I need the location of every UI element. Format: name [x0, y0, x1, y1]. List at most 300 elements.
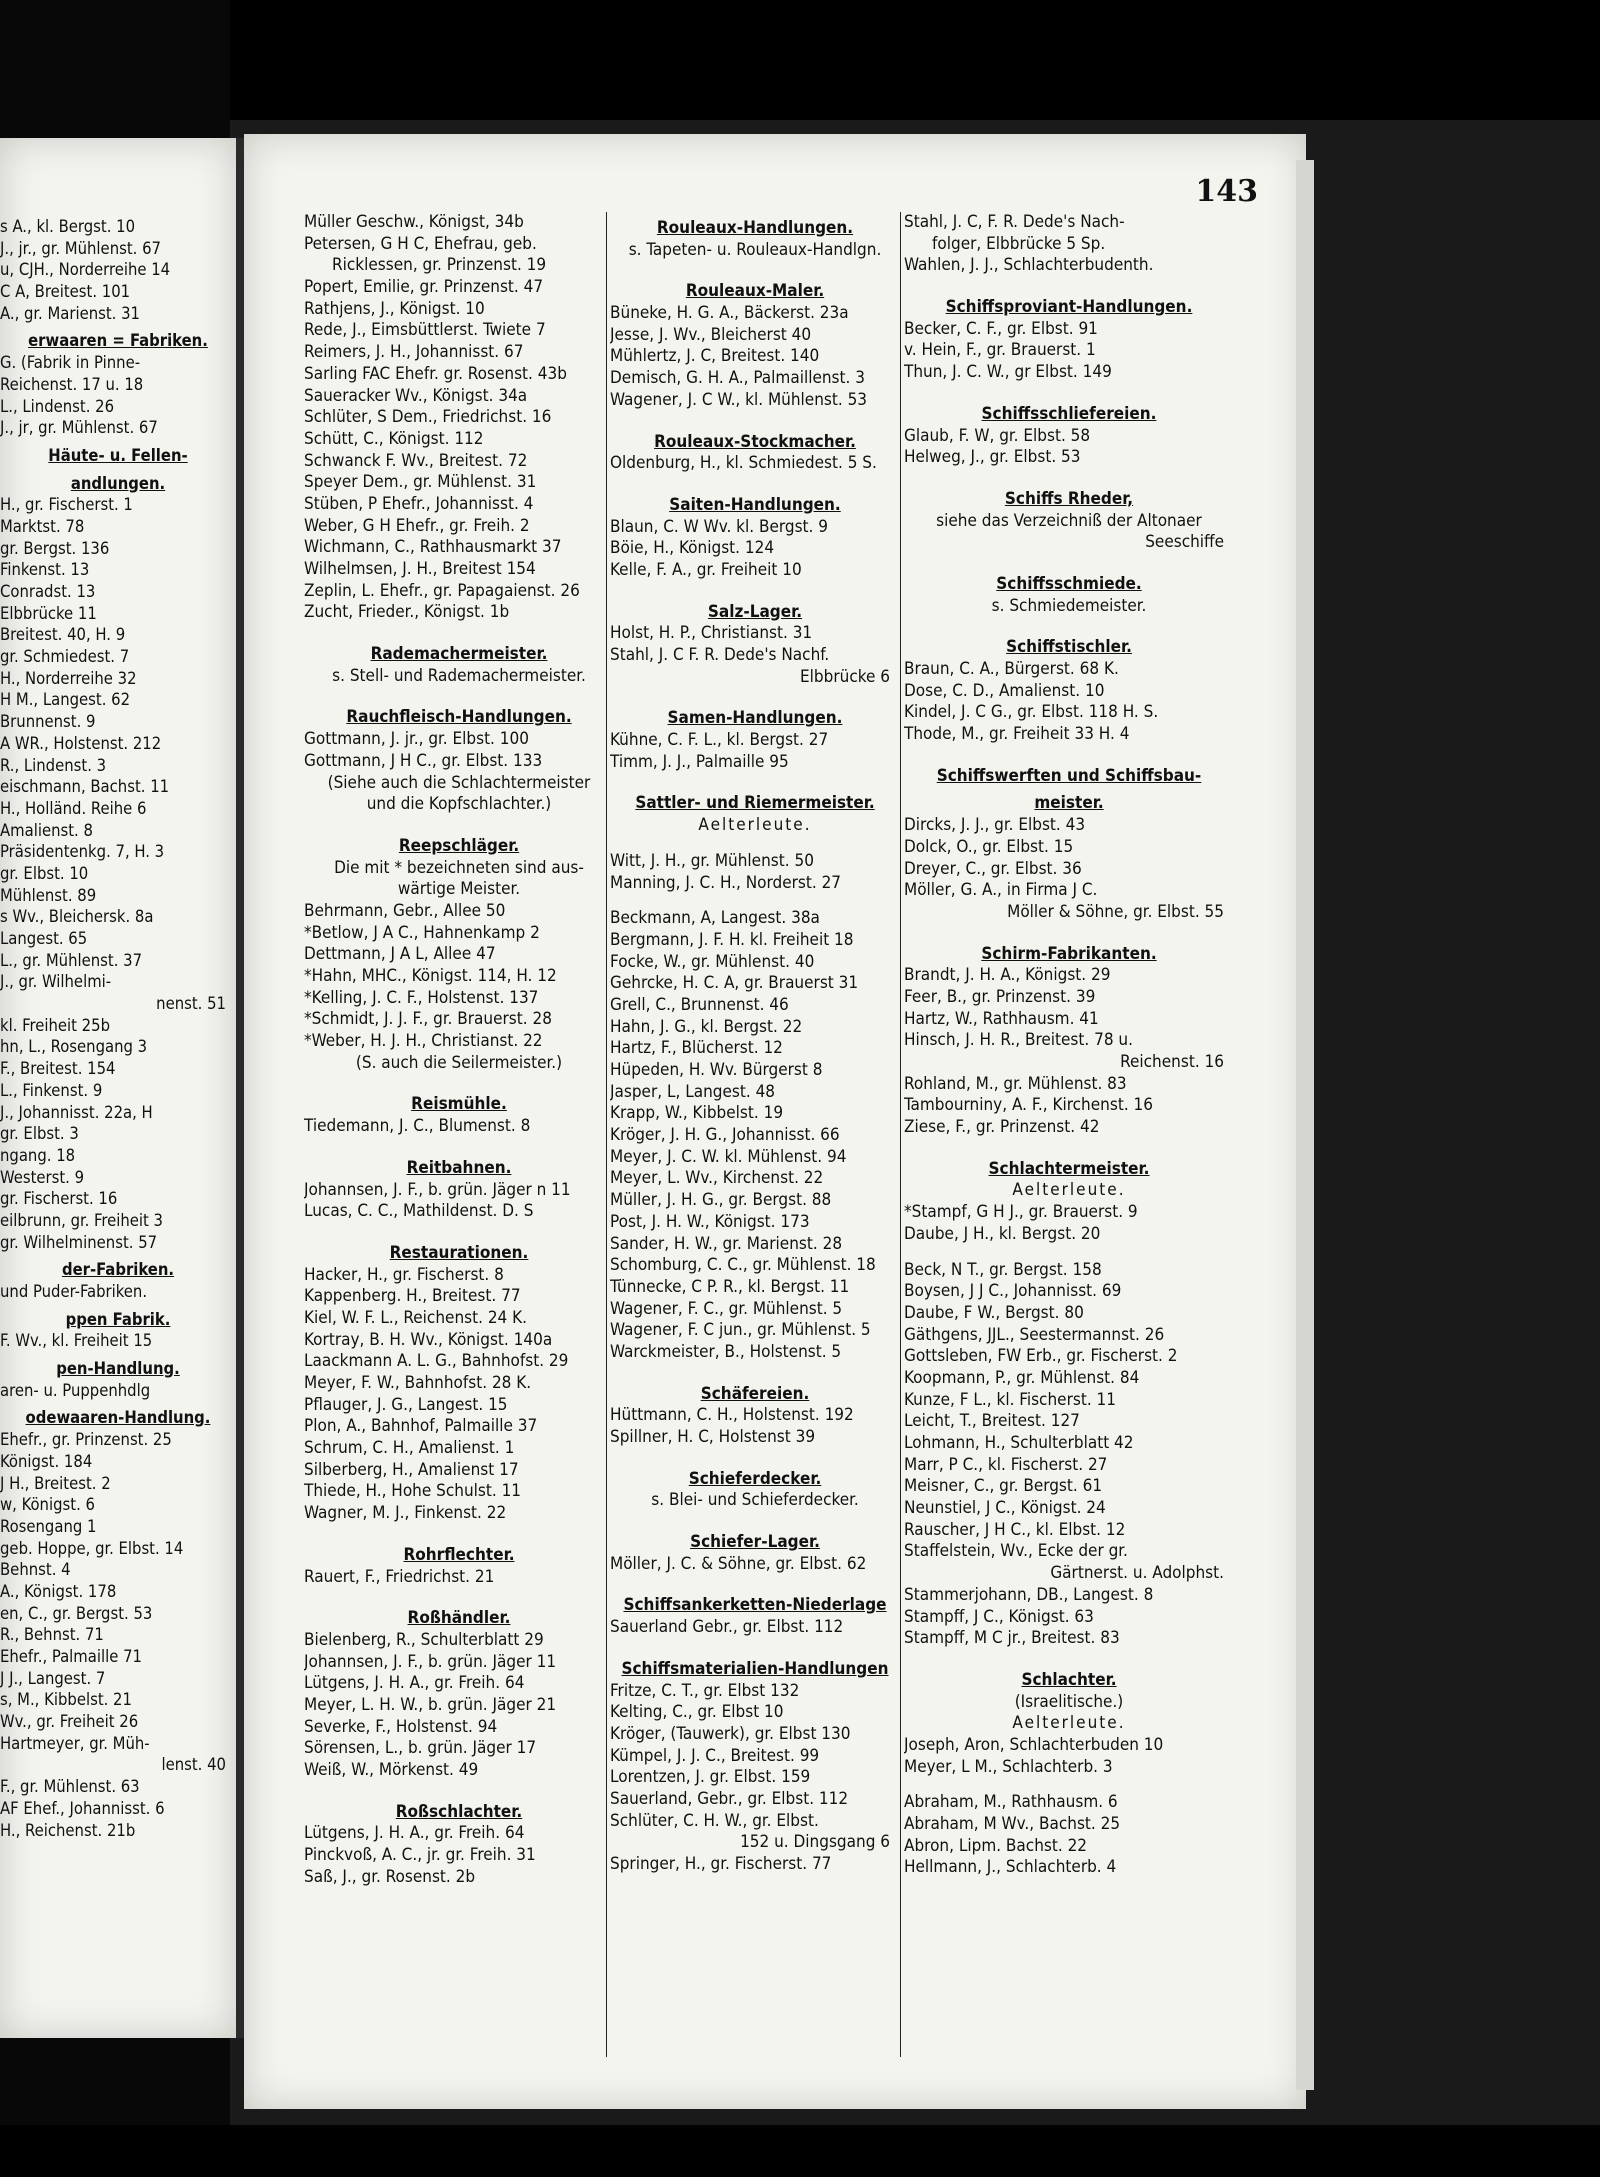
directory-entry: Behnst. 4 — [0, 1560, 71, 1580]
spacer — [610, 582, 900, 596]
section-heading: pen-Handlung. — [56, 1359, 180, 1379]
directory-entry: Möller, J. C. & Söhne, gr. Elbst. 62 — [610, 1553, 867, 1574]
directory-entry: Schütt, C., Königst. 112 — [304, 428, 484, 449]
column-divider — [606, 212, 607, 2057]
directory-entry: gr. Bergst. 136 — [0, 538, 110, 558]
entry-continuation: nenst. 51 — [156, 994, 226, 1014]
directory-entry: s, M., Kibbelst. 21 — [0, 1690, 132, 1710]
spacer — [304, 687, 614, 701]
directory-entry: Petersen, G H C, Ehefrau, geb. — [304, 233, 537, 254]
directory-entry: J., jr., gr. Mühlenst. 67 — [0, 238, 161, 258]
directory-entry: Rosengang 1 — [0, 1516, 97, 1536]
directory-entry: Abraham, M Wv., Bachst. 25 — [904, 1814, 1121, 1834]
directory-entry: Weber, G H Ehefr., gr. Freih. 2 — [304, 515, 530, 536]
scan-bottom-border — [0, 2125, 1600, 2177]
section-note: Die mit * bezeichneten sind aus- — [334, 857, 584, 878]
directory-entry: ngang. 18 — [0, 1145, 76, 1165]
directory-entry: H., gr. Fischerst. 1 — [0, 495, 133, 515]
directory-entry: Wagener, F. C jun., gr. Mühlenst. 5 — [610, 1320, 871, 1341]
directory-entry: Popert, Emilie, gr. Prinzenst. 47 — [304, 277, 544, 298]
spacer — [610, 1364, 900, 1378]
spacer — [304, 1525, 614, 1539]
directory-entry: F., gr. Mühlenst. 63 — [0, 1777, 140, 1797]
entry-continuation: Ricklessen, gr. Prinzenst. 19 — [332, 255, 547, 276]
directory-entry: Stampff, J C., Königst. 63 — [904, 1606, 1094, 1627]
section-heading: Schiffsschliefereien. — [981, 403, 1157, 424]
directory-entry: Dettmann, J A L, Allee 47 — [304, 944, 496, 965]
directory-entry: Hinsch, J. H. R., Breitest. 78 u. — [904, 1030, 1133, 1051]
spacer — [904, 384, 1234, 398]
directory-entry: Reichenst. 17 u. 18 — [0, 374, 144, 394]
directory-entry: Pflauger, J. G., Langest. 15 — [304, 1394, 508, 1415]
directory-entry: F. Wv., kl. Freiheit 15 — [0, 1331, 153, 1351]
directory-entry: Bergmann, J. F. H. kl. Freiheit 18 — [610, 929, 854, 950]
directory-entry: AF Ehef., Johannisst. 6 — [0, 1798, 165, 1818]
spacer — [610, 773, 900, 787]
section-heading: Schiffsankerketten-Niederlage — [623, 1595, 887, 1616]
directory-column-2 — [610, 212, 900, 1876]
directory-entry: Gottmann, J H C., gr. Elbst. 133 — [304, 750, 543, 771]
directory-entry: Leicht, T., Breitest. 127 — [904, 1411, 1080, 1432]
directory-entry: H M., Langest. 62 — [0, 690, 131, 710]
directory-entry: Saß, J., gr. Rosenst. 2b — [304, 1866, 476, 1887]
directory-entry: Rede, J., Eimsbüttlerst. Twiete 7 — [304, 320, 546, 341]
directory-entry: Hüpeden, H. Wv. Bürgerst 8 — [610, 1060, 823, 1080]
directory-entry: J., Johannisst. 22a, H — [0, 1102, 153, 1122]
directory-entry: Kümpel, J. J. C., Breitest. 99 — [610, 1745, 820, 1766]
spacer — [304, 1588, 614, 1602]
directory-entry: Müller Geschw., Königst, 34b — [304, 212, 524, 232]
directory-entry: Feer, B., gr. Prinzenst. 39 — [904, 986, 1096, 1007]
directory-entry: Pinckvoß, A. C., jr. gr. Freih. 31 — [304, 1845, 536, 1866]
section-heading: Sattler- und Riemermeister. — [635, 793, 875, 814]
directory-entry: eilbrunn, gr. Freiheit 3 — [0, 1210, 163, 1230]
directory-entry: Rohland, M., gr. Mühlenst. 83 — [904, 1073, 1127, 1094]
section-heading: Schiffsschmiede. — [996, 573, 1142, 594]
directory-entry: Becker, C. F., gr. Elbst. 91 — [904, 318, 1098, 339]
spacer — [904, 1650, 1234, 1664]
directory-entry: w, Königst. 6 — [0, 1495, 95, 1515]
directory-entry: Schlüter, C. H. W., gr. Elbst. — [610, 1810, 819, 1831]
directory-entry: Lorentzen, J. gr. Elbst. 159 — [610, 1767, 811, 1788]
directory-entry: Gottsleben, FW Erb., gr. Fischerst. 2 — [904, 1346, 1178, 1367]
directory-entry: A WR., Holstenst. 212 — [0, 733, 162, 753]
directory-entry: H., Holländ. Reihe 6 — [0, 798, 147, 818]
directory-entry: Meyer, L M., Schlachterb. 3 — [904, 1756, 1113, 1777]
directory-entry: Sauerland, Gebr., gr. Elbst. 112 — [610, 1788, 849, 1809]
directory-entry: s A., kl. Bergst. 10 — [0, 217, 136, 236]
section-heading: Roßschlachter. — [395, 1801, 523, 1822]
directory-entry: Tambourniny, A. F., Kirchenst. 16 — [904, 1095, 1153, 1116]
directory-entry: *Kelling, J. C. F., Holstenst. 137 — [304, 987, 539, 1008]
directory-entry: Silberberg, H., Amalienst 17 — [304, 1459, 519, 1480]
left-page-column — [0, 216, 236, 1841]
directory-entry: G. (Fabrik in Pinne- — [0, 353, 141, 373]
directory-entry: Gottmann, J. jr., gr. Elbst. 100 — [304, 729, 529, 750]
directory-entry: Grell, C., Brunnenst. 46 — [610, 994, 789, 1015]
directory-entry: Daube, J H., kl. Bergst. 20 — [904, 1223, 1101, 1244]
directory-entry: Laackmann A. L. G., Bahnhofst. 29 — [304, 1351, 569, 1372]
directory-entry: und Puder-Fabriken. — [0, 1282, 148, 1301]
directory-entry: gr. Elbst. 10 — [0, 863, 89, 883]
directory-entry: Bielenberg, R., Schulterblatt 29 — [304, 1629, 544, 1650]
directory-entry: Abraham, M., Rathhausm. 6 — [904, 1792, 1118, 1813]
directory-entry: Kappenberg. H., Breitest. 77 — [304, 1286, 521, 1307]
directory-entry: Wagener, J. C W., kl. Mühlenst. 53 — [610, 389, 868, 410]
directory-entry: Spillner, H. C, Holstenst 39 — [610, 1427, 816, 1447]
directory-entry: Hartz, F., Blücherst. 12 — [610, 1038, 783, 1059]
directory-entry: Ehefr., gr. Prinzenst. 25 — [0, 1430, 172, 1450]
directory-entry: L., Finkenst. 9 — [0, 1080, 103, 1100]
directory-entry: Breitest. 40, H. 9 — [0, 625, 126, 645]
section-note: und die Kopfschlachter.) — [366, 794, 552, 815]
directory-entry: Kühne, C. F. L., kl. Bergst. 27 — [610, 730, 829, 751]
directory-entry: Warckmeister, B., Holstenst. 5 — [610, 1341, 842, 1362]
directory-entry: Schrum, C. H., Amalienst. 1 — [304, 1438, 515, 1459]
page-number: 143 — [1195, 174, 1258, 209]
directory-entry: R., Lindenst. 3 — [0, 755, 107, 775]
section-heading: Schiffsproviant-Handlungen. — [945, 297, 1193, 318]
directory-entry: u, CJH., Norderreihe 14 — [0, 260, 171, 280]
section-heading: erwaaren = Fabriken. — [28, 331, 208, 351]
directory-column-1 — [304, 212, 614, 1888]
directory-entry: Demisch, G. H. A., Palmaillenst. 3 — [610, 368, 865, 389]
directory-entry: gr. Elbst. 3 — [0, 1124, 79, 1144]
spacer — [610, 1639, 900, 1653]
directory-entry: Dreyer, C., gr. Elbst. 36 — [904, 858, 1082, 879]
directory-entry: Lütgens, J. H. A., gr. Freih. 64 — [304, 1673, 525, 1694]
section-note: s. Schmiedemeister. — [991, 595, 1147, 616]
directory-entry: Weiß, W., Mörkenst. 49 — [304, 1760, 479, 1780]
directory-entry: Büneke, H. G. A., Bäckerst. 23a — [610, 303, 849, 324]
section-heading: Rauchfleisch-Handlungen. — [346, 707, 572, 728]
directory-entry: Oldenburg, H., kl. Schmiedest. 5 S. — [610, 453, 877, 474]
section-heading: Roßhändler. — [407, 1608, 511, 1629]
spacer — [304, 1074, 614, 1088]
spacer — [304, 1782, 614, 1796]
directory-entry: Rauert, F., Friedrichst. 21 — [304, 1566, 495, 1587]
directory-entry: Post, J. H. W., Königst. 173 — [610, 1211, 810, 1232]
directory-entry: Beckmann, A, Langest. 38a — [610, 908, 820, 929]
spacer — [610, 688, 900, 702]
section-heading: Reepschläger. — [398, 835, 520, 856]
section-heading: Rouleaux-Stockmacher. — [654, 431, 856, 452]
directory-entry: Helweg, J., gr. Elbst. 53 — [904, 447, 1081, 468]
section-heading: der-Fabriken. — [61, 1260, 175, 1280]
spacer — [610, 837, 900, 851]
directory-entry: Möller, G. A., in Firma J C. — [904, 880, 1098, 901]
directory-entry: Brunnenst. 9 — [0, 712, 96, 732]
directory-entry: Beck, N T., gr. Bergst. 158 — [904, 1259, 1102, 1280]
directory-entry: Meyer, L. Wv., Kirchenst. 22 — [610, 1168, 824, 1189]
directory-entry: Lütgens, J. H. A., gr. Freih. 64 — [304, 1823, 525, 1844]
directory-entry: Hartmeyer, gr. Müh- — [0, 1733, 150, 1753]
directory-entry: Zucht, Frieder., Königst. 1b — [304, 602, 510, 623]
spacer — [904, 1139, 1234, 1153]
section-heading: Reitbahnen. — [406, 1157, 512, 1178]
spacer — [610, 261, 900, 275]
directory-entry: Braun, C. A., Bürgerst. 68 K. — [904, 659, 1119, 679]
section-heading: Schiffswerften und Schiffsbau- — [936, 765, 1202, 786]
section-note: siehe das Verzeichniß der Altonaer — [936, 510, 1202, 531]
directory-entry: Wahlen, J. J., Schlachterbudenth. — [904, 255, 1154, 276]
directory-entry: Sörensen, L., b. grün. Jäger 17 — [304, 1738, 537, 1759]
directory-entry: Ziese, F., gr. Prinzenst. 42 — [904, 1117, 1100, 1138]
spacer — [904, 469, 1234, 483]
directory-entry: Plon, A., Bahnhof, Palmaille 37 — [304, 1416, 538, 1437]
section-heading: Rouleaux-Maler. — [685, 281, 825, 302]
directory-entry: Behrmann, Gebr., Allee 50 — [304, 900, 506, 921]
directory-entry: Dircks, J. J., gr. Elbst. 43 — [904, 815, 1086, 836]
entry-continuation: 152 u. Dingsgang 6 — [740, 1832, 890, 1853]
directory-entry: Jasper, L, Langest. 48 — [610, 1081, 776, 1102]
directory-entry: Rathjens, J., Königst. 10 — [304, 298, 485, 319]
section-heading: Saiten-Handlungen. — [669, 494, 841, 515]
directory-entry: Conradst. 13 — [0, 582, 96, 601]
section-note: (Israelitische.) — [1014, 1691, 1124, 1712]
section-note: (S. auch die Seilermeister.) — [355, 1052, 563, 1073]
section-heading: Schiffstischler. — [1006, 637, 1132, 658]
directory-entry: Marr, P C., kl. Fischerst. 27 — [904, 1454, 1108, 1475]
directory-entry: Kelle, F. A., gr. Freiheit 10 — [610, 559, 802, 580]
directory-entry: Dose, C. D., Amalienst. 10 — [904, 680, 1105, 701]
directory-entry: Rauscher, J H C., kl. Elbst. 12 — [904, 1519, 1126, 1540]
directory-entry: Marktst. 78 — [0, 516, 85, 536]
section-heading: Schieferdecker. — [688, 1468, 822, 1489]
directory-entry: J H., Breitest. 2 — [0, 1473, 111, 1493]
directory-entry: Meyer, F. W., Bahnhofst. 28 K. — [304, 1373, 532, 1393]
directory-entry: Gäthgens, JJL., Seestermannst. 26 — [904, 1324, 1165, 1345]
section-heading: Rademachermeister. — [370, 644, 548, 665]
spacer — [904, 617, 1234, 631]
entry-continuation: Möller & Söhne, gr. Elbst. 55 — [1007, 901, 1224, 922]
directory-entry: L., gr. Mühlenst. 37 — [0, 950, 143, 970]
spacer — [304, 1138, 614, 1152]
entry-continuation: lenst. 40 — [161, 1755, 226, 1775]
directory-entry: gr. Wilhelminenst. 57 — [0, 1232, 158, 1252]
directory-entry: R., Behnst. 71 — [0, 1625, 104, 1645]
directory-entry: Glaub, F. W, gr. Elbst. 58 — [904, 425, 1091, 446]
directory-entry: L., Lindenst. 26 — [0, 396, 115, 416]
directory-entry: aren- u. Puppenhdlg — [0, 1380, 151, 1400]
directory-entry: Kröger, J. H. G., Johannisst. 66 — [610, 1125, 840, 1146]
directory-entry: Tiedemann, J. C., Blumenst. 8 — [304, 1116, 531, 1137]
directory-entry: Wichmann, C., Rathhausmarkt 37 — [304, 537, 562, 558]
section-heading: Schiffs Rheder, — [1004, 488, 1134, 509]
subheading: Aelterleute. — [1012, 1180, 1126, 1201]
spacer — [904, 924, 1234, 938]
section-heading: Schlachter. — [1021, 1669, 1117, 1690]
column-divider — [900, 212, 901, 2057]
directory-entry: Finkenst. 13 — [0, 560, 90, 580]
right-page — [244, 134, 1306, 2109]
spacer — [610, 894, 900, 908]
directory-entry: Lucas, C. C., Mathildenst. D. S — [304, 1201, 534, 1222]
spacer — [904, 1778, 1234, 1792]
directory-entry: Langest. 65 — [0, 929, 88, 948]
directory-entry: Westerst. 9 — [0, 1167, 85, 1187]
directory-entry: Böie, H., Königst. 124 — [610, 538, 775, 559]
subheading: Aelterleute. — [698, 815, 812, 836]
directory-entry: Joseph, Aron, Schlachterbuden 10 — [904, 1734, 1164, 1755]
directory-entry: Hacker, H., gr. Fischerst. 8 — [304, 1264, 504, 1285]
section-heading: Schirm-Fabrikanten. — [981, 943, 1157, 964]
section-heading: Salz-Lager. — [707, 601, 803, 622]
left-page — [0, 138, 236, 2038]
directory-entry: Thun, J. C. W., gr Elbst. 149 — [904, 362, 1112, 383]
directory-entry: Meyer, L. H. W., b. grün. Jäger 21 — [304, 1694, 557, 1715]
directory-entry: *Betlow, J A C., Hahnenkamp 2 — [304, 922, 540, 943]
directory-entry: Kindel, J. C G., gr. Elbst. 118 H. S. — [904, 702, 1159, 723]
directory-entry: Kiel, W. F. L., Reichenst. 24 K. — [304, 1307, 528, 1328]
directory-entry: kl. Freiheit 25b — [0, 1015, 110, 1035]
section-heading: Samen-Handlungen. — [667, 708, 843, 729]
section-heading: Schiefer-Lager. — [690, 1532, 820, 1553]
directory-entry: Staffelstein, Wv., Ecke der gr. — [904, 1541, 1128, 1562]
section-heading: Schiffsmaterialien-Handlungen — [621, 1658, 889, 1679]
directory-entry: Springer, H., gr. Fischerst. 77 — [610, 1854, 832, 1874]
directory-entry: Tünnecke, C P. R., kl. Bergst. 11 — [610, 1276, 850, 1297]
directory-entry: Witt, J. H., gr. Mühlenst. 50 — [610, 850, 814, 871]
directory-entry: hn, L., Rosengang 3 — [0, 1037, 148, 1057]
directory-entry: *Weber, H. J. H., Christianst. 22 — [304, 1031, 543, 1052]
directory-column-3 — [904, 212, 1234, 1879]
directory-entry: Mühlenst. 89 — [0, 885, 97, 905]
section-note: wärtige Meister. — [397, 879, 521, 900]
section-heading: Rouleaux-Handlungen. — [656, 218, 854, 238]
directory-entry: Stampff, M C jr., Breitest. 83 — [904, 1628, 1120, 1649]
spacer — [904, 277, 1234, 291]
directory-entry: Hartz, W., Rathhausm. 41 — [904, 1008, 1099, 1029]
directory-entry: v. Hein, F., gr. Brauerst. 1 — [904, 340, 1096, 361]
spacer — [304, 1223, 614, 1237]
directory-entry: Meyer, J. C. W. kl. Mühlenst. 94 — [610, 1146, 847, 1167]
section-note: s. Blei- und Schieferdecker. — [651, 1490, 859, 1511]
directory-entry: H., Reichenst. 21b — [0, 1820, 136, 1840]
section-heading: meister. — [1034, 793, 1104, 814]
section-note: s. Stell- und Rademachermeister. — [332, 665, 586, 686]
spacer — [610, 412, 900, 426]
directory-entry: geb. Hoppe, gr. Elbst. 14 — [0, 1538, 184, 1558]
directory-entry: eischmann, Bachst. 11 — [0, 777, 170, 797]
spacer — [610, 1512, 900, 1526]
directory-entry: *Stampf, G H J., gr. Brauerst. 9 — [904, 1202, 1138, 1223]
directory-entry: J., gr. Wilhelmi- — [0, 972, 112, 992]
directory-entry: Kröger, (Tauwerk), gr. Elbst 130 — [610, 1723, 851, 1744]
directory-entry: Abron, Lipm. Bachst. 22 — [904, 1835, 1088, 1856]
directory-entry: Hahn, J. G., kl. Bergst. 22 — [610, 1016, 803, 1037]
section-heading: Rohrflechter. — [403, 1544, 515, 1565]
directory-entry: Stahl, J. C F. R. Dede's Nachf. — [610, 645, 830, 665]
directory-entry: Timm, J. J., Palmaille 95 — [610, 751, 789, 772]
directory-entry: Präsidentenkg. 7, H. 3 — [0, 842, 165, 862]
directory-entry: Amalienst. 8 — [0, 820, 93, 840]
directory-entry: Stüben, P Ehefr., Johannisst. 4 — [304, 493, 534, 514]
directory-entry: gr. Fischerst. 16 — [0, 1189, 118, 1209]
directory-entry: Wagner, M. J., Finkenst. 22 — [304, 1503, 507, 1524]
directory-entry: Severke, F., Holstenst. 94 — [304, 1716, 498, 1737]
directory-entry: Brandt, J. H. A., Königst. 29 — [904, 965, 1111, 986]
entry-continuation: Elbbrücke 6 — [800, 666, 890, 687]
directory-entry: Mühlertz, J. C, Breitest. 140 — [610, 346, 820, 367]
directory-entry: Kelting, C., gr. Elbst 10 — [610, 1702, 784, 1723]
directory-entry: F., Breitest. 154 — [0, 1059, 116, 1079]
directory-entry: Johannsen, J. F., b. grün. Jäger 11 — [304, 1651, 557, 1672]
directory-entry: Schlüter, S Dem., Friedrichst. 16 — [304, 407, 552, 428]
directory-entry: Zeplin, L. Ehefr., gr. Papagaienst. 26 — [304, 580, 580, 601]
page-edge — [1296, 160, 1314, 2090]
section-heading: andlungen. — [70, 473, 166, 493]
book-gutter — [236, 138, 244, 2038]
directory-entry: Sauerland Gebr., gr. Elbst. 112 — [610, 1617, 844, 1638]
directory-entry: Koopmann, P., gr. Mühlenst. 84 — [904, 1367, 1140, 1388]
spacer — [904, 554, 1234, 568]
directory-entry: J., jr, gr. Mühlenst. 67 — [0, 418, 158, 438]
spacer — [610, 475, 900, 489]
section-heading: Häute- u. Fellen- — [48, 445, 188, 465]
section-heading: odewaaren-Handlung. — [25, 1408, 211, 1428]
section-heading: ppen Fabrik. — [65, 1309, 171, 1329]
directory-entry: Jesse, J. Wv., Bleicherst 40 — [610, 324, 812, 345]
directory-entry: Focke, W., gr. Mühlenst. 40 — [610, 951, 815, 972]
directory-entry: Fritze, C. T., gr. Elbst 132 — [610, 1680, 800, 1701]
entry-continuation: Seeschiffe — [1145, 532, 1224, 553]
directory-entry: Stahl, J. C, F. R. Dede's Nach- — [904, 212, 1125, 232]
directory-entry: J J., Langest. 7 — [0, 1668, 106, 1688]
section-note: (Siehe auch die Schlachtermeister — [327, 772, 591, 793]
spacer — [610, 1449, 900, 1463]
spacer — [304, 816, 614, 830]
directory-entry: Daube, F W., Bergst. 80 — [904, 1302, 1084, 1323]
directory-entry: Stammerjohann, DB., Langest. 8 — [904, 1584, 1154, 1605]
directory-entry: en, C., gr. Bergst. 53 — [0, 1603, 153, 1623]
spacer — [904, 746, 1234, 760]
directory-entry: Dolck, O., gr. Elbst. 15 — [904, 836, 1074, 857]
directory-entry: Thiede, H., Hohe Schulst. 11 — [304, 1481, 522, 1502]
directory-entry: Boysen, J J C., Johannisst. 69 — [904, 1281, 1122, 1302]
spacer — [610, 1575, 900, 1589]
section-note: s. Tapeten- u. Rouleaux-Handlgn. — [628, 239, 882, 260]
directory-entry: gr. Schmiedest. 7 — [0, 647, 130, 667]
directory-entry: H., Norderreihe 32 — [0, 668, 137, 688]
directory-entry: Wv., gr. Freiheit 26 — [0, 1712, 139, 1732]
entry-continuation: Gärtnerst. u. Adolphst. — [1050, 1563, 1224, 1584]
directory-entry: Ehefr., Palmaille 71 — [0, 1647, 142, 1666]
directory-entry: Elbbrücke 11 — [0, 603, 97, 623]
directory-entry: Thode, M., gr. Freiheit 33 H. 4 — [904, 724, 1130, 745]
directory-entry: Schomburg, C. C., gr. Mühlenst. 18 — [610, 1255, 876, 1276]
directory-entry: C A, Breitest. 101 — [0, 282, 131, 302]
directory-entry: Hellmann, J., Schlachterb. 4 — [904, 1857, 1117, 1878]
directory-entry: Kortray, B. H. Wv., Königst. 140a — [304, 1329, 553, 1350]
scan-top-border — [0, 0, 1600, 120]
directory-entry: Kunze, F L., kl. Fischerst. 11 — [904, 1389, 1116, 1410]
entry-continuation: folger, Elbbrücke 5 Sp. — [932, 233, 1106, 254]
directory-entry: A., gr. Marienst. 31 — [0, 303, 140, 323]
subheading: Aelterleute. — [1012, 1713, 1126, 1734]
section-heading: Restaurationen. — [389, 1242, 529, 1263]
directory-entry: Schwanck F. Wv., Breitest. 72 — [304, 450, 528, 471]
directory-entry: Reimers, J. H., Johannisst. 67 — [304, 342, 524, 363]
directory-entry: Sander, H. W., gr. Marienst. 28 — [610, 1233, 843, 1254]
directory-entry: Holst, H. P., Christianst. 31 — [610, 623, 813, 644]
directory-entry: Sarling FAC Ehefr. gr. Rosenst. 43b — [304, 363, 567, 384]
directory-entry: Neunstiel, J C., Königst. 24 — [904, 1498, 1106, 1519]
directory-entry: Lohmann, H., Schulterblatt 42 — [904, 1433, 1134, 1453]
directory-entry: Blaun, C. W Wv. kl. Bergst. 9 — [610, 516, 828, 537]
directory-entry: Wilhelmsen, J. H., Breitest 154 — [304, 559, 536, 579]
directory-entry: Meisner, C., gr. Bergst. 61 — [904, 1476, 1103, 1497]
